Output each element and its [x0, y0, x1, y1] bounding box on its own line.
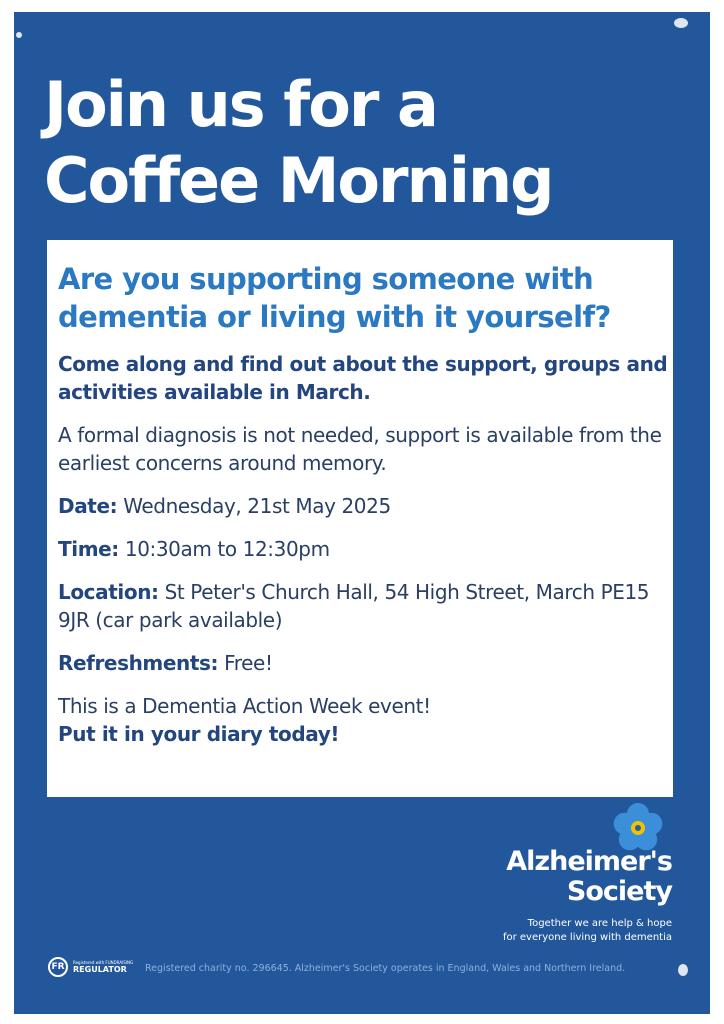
closing-block — [58, 692, 673, 748]
date-line — [58, 492, 673, 520]
brand-tagline — [472, 917, 672, 945]
page-title — [44, 67, 684, 219]
scan-speck — [16, 32, 22, 38]
fr-small-text: Registered with FUNDRAISING — [73, 960, 134, 965]
tagline-line-2: for everyone living with dementia — [502, 932, 672, 943]
diagnosis-note: A formal diagnosis is not needed, support is available from the earliest concerns around memory. — [58, 423, 662, 475]
time-label: Time: — [58, 537, 119, 561]
brand-name — [506, 847, 672, 907]
question-heading: Are you supporting someone with dementia or living with it yourself? — [58, 262, 611, 334]
refreshments-value: Free! — [218, 651, 273, 675]
alzheimers-society-logo — [502, 802, 672, 942]
date-value: Wednesday, 21st May 2025 — [117, 494, 391, 518]
time-value: 10:30am to 12:30pm — [118, 537, 330, 561]
scan-speck — [674, 18, 688, 28]
scan-speck — [678, 964, 688, 976]
time-line — [58, 535, 673, 563]
location-label: Location: — [58, 580, 159, 604]
tagline-line-1: Together we are help & hope — [527, 918, 672, 929]
refreshments-label: Refreshments: — [58, 651, 219, 675]
title-line-1: Join us for a — [44, 68, 437, 141]
fr-badge-icon: FR — [48, 957, 68, 977]
refreshments-line — [58, 649, 673, 677]
title-line-2: Coffee Morning — [44, 144, 553, 217]
closing-line-2: Put it in your diary today! — [58, 722, 340, 746]
charity-registration-text: Registered charity no. 296645. Alzheimer's Society operates in England, Wales and Northern Ireland. — [145, 963, 626, 974]
location-line — [58, 578, 673, 634]
poster — [14, 12, 710, 1014]
brand-name-line-1: Alzheimer's — [506, 846, 672, 877]
closing-line-1: This is a Dementia Action Week event! — [58, 694, 431, 718]
date-label: Date: — [58, 494, 118, 518]
fr-text — [73, 960, 133, 974]
brand-name-line-2: Society — [566, 876, 672, 907]
info-card — [47, 240, 673, 797]
intro-text: Come along and find out about the support, groups and activities available in March. — [58, 352, 668, 404]
fundraising-regulator-logo — [48, 957, 133, 977]
fr-big-text: REGULATOR — [73, 965, 127, 974]
location-value: St Peter's Church Hall, 54 High Street, March PE15 9JR (car park available) — [58, 580, 650, 632]
